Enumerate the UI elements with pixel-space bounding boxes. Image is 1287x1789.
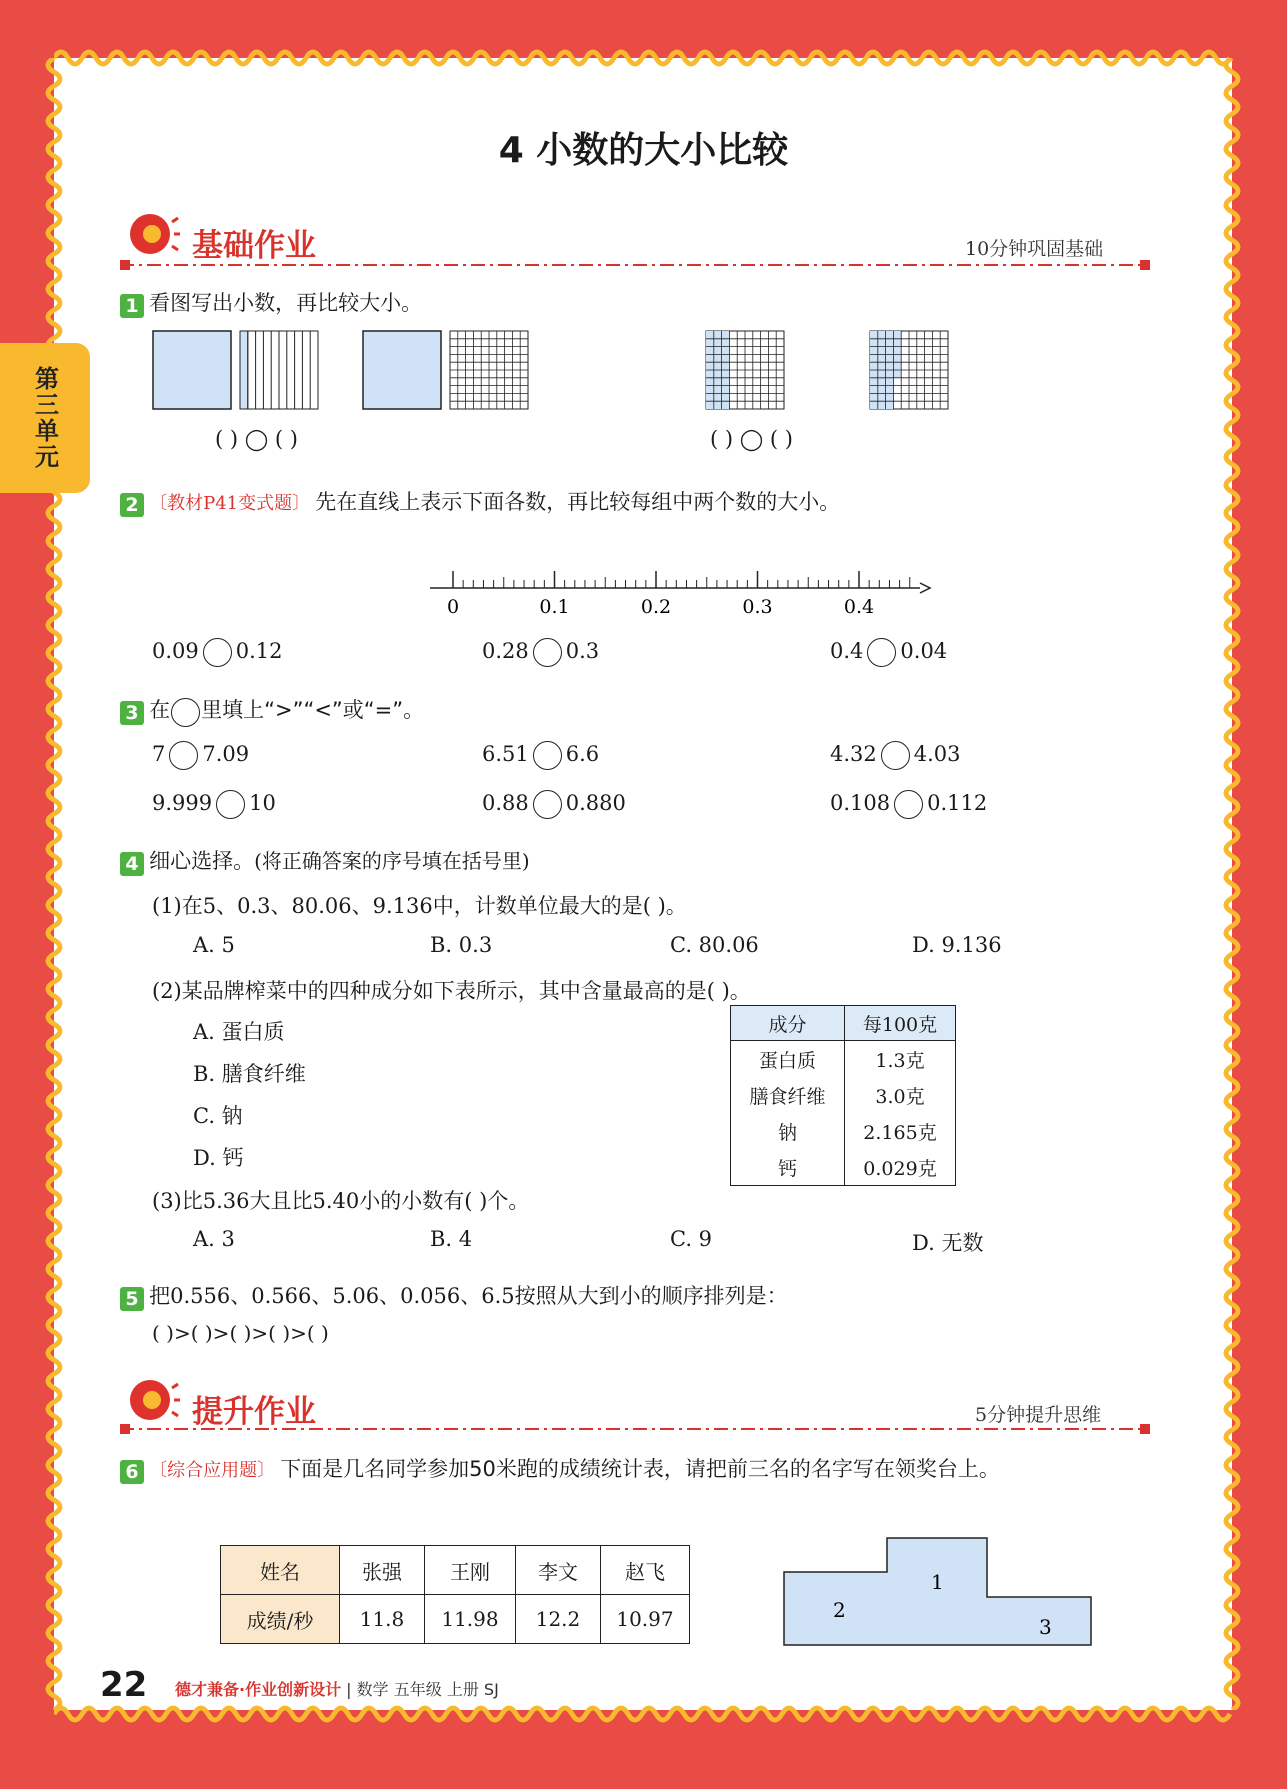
q5-text: 把0.556、0.566、5.06、0.056、6.5按照从大到小的顺序排列是：	[149, 1284, 788, 1308]
results-cell: 张强	[340, 1546, 425, 1595]
q3-r1-c1-a: 7	[152, 742, 166, 766]
nutrition-cell: 0.029克	[845, 1149, 956, 1186]
q4-sub1-option-a[interactable]: A. 5	[193, 933, 235, 957]
q3-item	[482, 790, 626, 819]
results-cell: 11.8	[340, 1595, 425, 1644]
q3-number: 3	[120, 701, 144, 725]
q2-pair-3-b: 0.04	[900, 639, 948, 663]
results-cell: 李文	[516, 1546, 601, 1595]
q4-sub1-text: (1)在5、0.3、80.06、9.136中，计数单位最大的是( )。	[152, 894, 687, 918]
footer-info: 德才兼备·作业创新设计 | 数学 五年级 上册 SJ	[175, 1680, 499, 1699]
compare-circle[interactable]	[533, 790, 562, 819]
q3-r1-c3-b: 4.03	[913, 742, 961, 766]
tick-label: 0.3	[742, 596, 773, 618]
q2-pair-2	[482, 638, 599, 667]
q3-item	[152, 741, 249, 770]
q3-r1-c2-b: 6.6	[565, 742, 600, 766]
page-number: 22	[100, 1665, 148, 1705]
race-results-table	[220, 1545, 690, 1644]
compare-circle[interactable]	[867, 638, 896, 667]
compare-circle[interactable]	[881, 741, 910, 770]
section-basic-subtitle: 10分钟巩固基础	[965, 238, 1104, 260]
q2-heading	[120, 486, 840, 517]
q3-item	[830, 790, 987, 819]
full-square-a	[153, 331, 231, 409]
compare-circle[interactable]	[533, 741, 562, 770]
section-divider	[120, 1422, 1160, 1436]
q2-pair-1-a: 0.09	[152, 639, 199, 663]
circle-symbol-icon	[171, 698, 200, 727]
footer-book-info: 数学 五年级 上册 SJ	[356, 1680, 499, 1699]
tick-label: 0.1	[539, 596, 570, 618]
wavy-border-top	[54, 44, 1232, 72]
unit-tab	[0, 343, 90, 493]
q4-sub3-option-b[interactable]: B. 4	[430, 1227, 473, 1251]
results-cell: 王刚	[425, 1546, 516, 1595]
nutrition-table	[730, 1005, 956, 1186]
q4-sub2-text: (2)某品牌榨菜中的四种成分如下表所示，其中含量最高的是( )。	[152, 979, 751, 1003]
tenths-square	[240, 331, 318, 409]
nutrition-cell: 2.165克	[845, 1113, 956, 1149]
q2-pair-1	[152, 638, 283, 667]
section-advanced-subtitle: 5分钟提升思维	[975, 1404, 1102, 1426]
nutrition-cell: 1.3克	[845, 1041, 956, 1078]
q6-number: 6	[120, 1460, 144, 1484]
compare-circle[interactable]	[169, 741, 198, 770]
results-cell: 赵飞	[601, 1546, 690, 1595]
nutrition-cell: 钙	[777, 1157, 797, 1180]
q4-hint: (将正确答案的序号填在括号里)	[254, 849, 530, 873]
results-cell: 11.98	[425, 1595, 516, 1644]
full-square-b	[363, 331, 441, 409]
q3-item	[830, 741, 961, 770]
results-cell: 成绩/秒	[221, 1595, 340, 1644]
podium-third: 3	[1039, 1615, 1052, 1639]
q4-heading	[120, 845, 530, 876]
q1-number: 1	[120, 294, 144, 318]
q1-heading	[120, 287, 422, 318]
tick-label: 0.2	[640, 596, 672, 618]
nutrition-header-1: 成分	[731, 1006, 845, 1041]
q3-item	[482, 741, 599, 770]
q2-pair-3-a: 0.4	[830, 639, 864, 663]
q3-r2-c2-a: 0.88	[482, 791, 529, 815]
tick-label: 0.4	[843, 596, 875, 618]
hundredths-grid-c	[706, 331, 784, 409]
q1-figures	[152, 330, 972, 412]
q6-tag: 〔综合应用题〕	[149, 1460, 276, 1481]
q1-text: 看图写出小数，再比较大小。	[149, 291, 423, 315]
nutrition-cell: 蛋白质	[758, 1049, 816, 1072]
q4-sub2-option-d[interactable]: D. 钙	[193, 1146, 244, 1170]
q2-pair-2-b: 0.3	[565, 639, 600, 663]
wavy-border-bottom	[54, 1700, 1232, 1728]
q3-text-pre: 在	[149, 698, 171, 722]
q4-sub3-option-a[interactable]: A. 3	[193, 1227, 235, 1251]
nutrition-cell: 膳食纤维	[749, 1085, 826, 1108]
nutrition-cell: 钠	[777, 1121, 797, 1144]
hundredths-grid-empty	[450, 331, 528, 409]
q4-sub2-option-b[interactable]: B. 膳食纤维	[193, 1062, 306, 1086]
q3-heading	[120, 694, 424, 727]
q4-sub3-option-c[interactable]: C. 9	[670, 1227, 713, 1251]
section-divider	[120, 258, 1160, 272]
q3-item	[152, 790, 276, 819]
q1-compare-right[interactable]: ( ) ◯ ( )	[710, 427, 793, 451]
footer-brand: 德才兼备·作业创新设计	[175, 1680, 342, 1699]
q3-r2-c3-b: 0.112	[927, 791, 988, 815]
q6-text: 下面是几名同学参加50米跑的成绩统计表，请把前三名的名字写在领奖台上。	[280, 1457, 1000, 1481]
number-line	[425, 565, 935, 625]
wavy-border-right	[1218, 58, 1246, 1710]
compare-circle[interactable]	[216, 790, 245, 819]
hundredths-grid-d	[870, 331, 948, 409]
page-title: 4 小数的大小比较	[498, 130, 789, 171]
compare-circle[interactable]	[533, 638, 562, 667]
q2-pair-3	[830, 638, 947, 667]
q3-text-post: 里填上“>”“<”或“=”。	[201, 698, 425, 722]
q4-sub1-option-c[interactable]: C. 80.06	[670, 933, 759, 957]
compare-circle[interactable]	[894, 790, 923, 819]
q2-text: 先在直线上表示下面各数，再比较每组中两个数的大小。	[315, 490, 841, 514]
section-basic-title: 基础作业	[192, 228, 316, 264]
q2-pair-2-a: 0.28	[482, 639, 529, 663]
q4-sub3-option-d[interactable]: D. 无数	[912, 1231, 984, 1255]
results-cell: 姓名	[221, 1546, 340, 1595]
q2-pair-1-b: 0.12	[235, 639, 283, 663]
q4-sub2-option-a[interactable]: A. 蛋白质	[193, 1020, 285, 1044]
results-cell: 12.2	[516, 1595, 601, 1644]
q3-r2-c3-a: 0.108	[830, 791, 891, 815]
podium[interactable]	[783, 1537, 1093, 1647]
q4-sub1-option-b[interactable]: B. 0.3	[430, 933, 493, 957]
tick-label: 0	[446, 596, 460, 618]
q5-blanks[interactable]: ( )>( )>( )>( )>( )	[152, 1321, 329, 1345]
q3-r1-c1-b: 7.09	[202, 742, 250, 766]
results-cell: 10.97	[601, 1595, 690, 1644]
q5-number: 5	[120, 1287, 144, 1311]
q6-heading	[120, 1453, 1000, 1484]
q4-sub2-option-c[interactable]: C. 钠	[193, 1104, 243, 1128]
q1-compare-left[interactable]: ( ) ◯ ( )	[215, 427, 298, 451]
compare-circle[interactable]	[203, 638, 232, 667]
unit-tab-label: 第三单元	[30, 366, 59, 470]
podium-second: 2	[833, 1598, 846, 1622]
nutrition-header-2: 每100克	[845, 1006, 956, 1041]
q4-sub1-option-d[interactable]: D. 9.136	[912, 933, 1002, 957]
q4-number: 4	[120, 852, 144, 876]
q2-number: 2	[120, 493, 144, 517]
q3-r1-c2-a: 6.51	[482, 742, 529, 766]
section-advanced-title: 提升作业	[192, 1394, 316, 1430]
wavy-border-left	[40, 58, 68, 1710]
q2-tag: 〔教材P41变式题〕	[149, 493, 311, 514]
q4-text: 细心选择。	[149, 849, 255, 873]
bulb-icon	[118, 208, 180, 264]
q3-r1-c3-a: 4.32	[830, 742, 877, 766]
q3-r2-c1-a: 9.999	[152, 791, 213, 815]
q3-r2-c2-b: 0.880	[565, 791, 626, 815]
q3-r2-c1-b: 10	[249, 791, 276, 815]
nutrition-cell: 3.0克	[845, 1077, 956, 1113]
q5-heading	[120, 1280, 788, 1311]
podium-first: 1	[931, 1570, 944, 1594]
q4-sub3-text: (3)比5.36大且比5.40小的小数有( )个。	[152, 1189, 530, 1213]
